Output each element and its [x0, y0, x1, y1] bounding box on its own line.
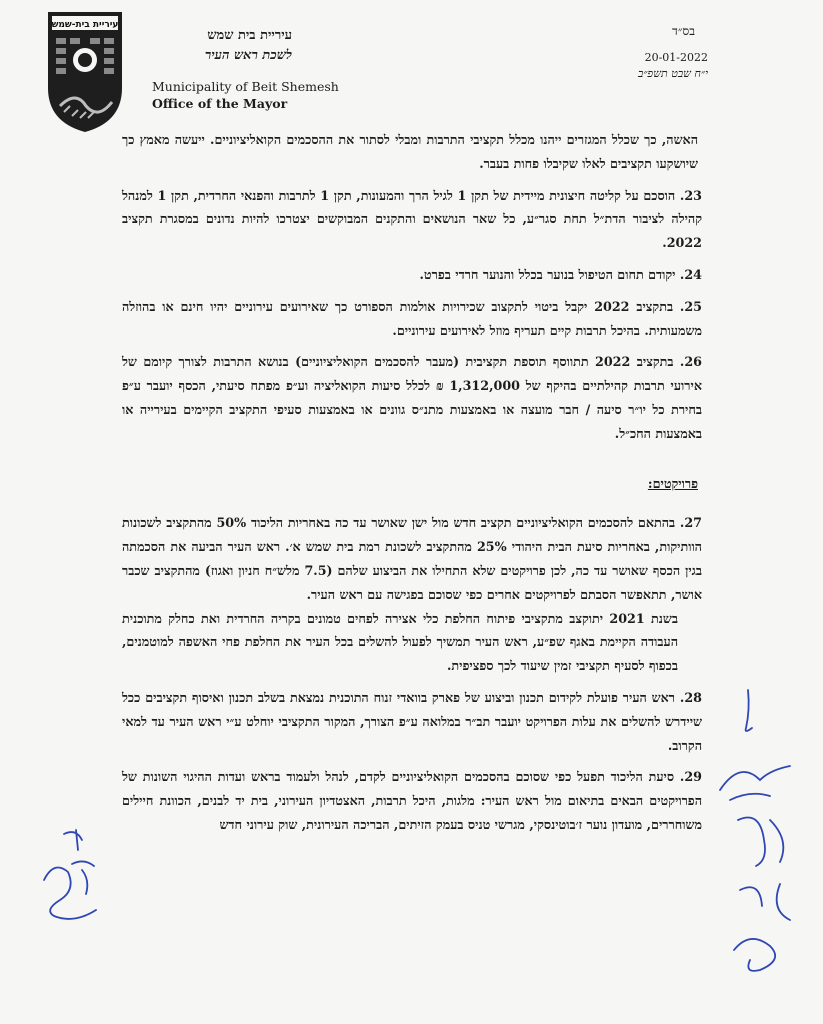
paragraph-23: 23. הוסכם על קליטה חיצונית מיידית של תקן 1 לגיל הרך והמעונות, תקן 1 לתרבות והפנאי החרדית, תקן 1 למנהל קהילה לציבור הדת״ל תחת סגר״ע, כל שאר הנושאים והתקנים המבוקשים יצטרכו להיות נדונים במסגרת תקציב 2022.: [122, 187, 702, 251]
handwritten-signatures-right: [700, 670, 810, 990]
handwritten-signature-left: [24, 820, 114, 930]
municipality-en: Municipality of Beit Shemesh: [152, 79, 339, 94]
paragraph-27: 27. בהתאם להסכמים הקואליציוניים תקציב חדש מול ישן שאושר עד כה באחריות הליכוד 50% מהתקציב לשכונות הוותיקות, באחריות סיעת הבית היהודי 25% מהתקציב לשכונת רמת בית שמש א׳. ראש העיר הביעה את הסכמתה בגין הכסף שאושר עד כה, לכן פרויקטים שלא התחילו את הביצוע שלהם (7.5 מלש״ח חניון ואגוז) מהתקציב שכבר אושר, תתאפשר הסבתם לפרויקטים אחרים כפי שסוכם בפגישה עם ראש העיר.: [122, 515, 702, 602]
municipality-heb: עיריית בית שמש: [207, 28, 292, 43]
paragraph-25: 25. בתקציב 2022 יקבל ביטוי לתקצוב שכירויות אולמות הספורט כך שאירועים עירוניים יהיו חינם או בהוזלה משמעותית. בהיכל תרבות קיים תעריף מוזל לאירועים עירוניים.: [122, 298, 702, 338]
paragraph-intro: האשה, כך שכלל המגזרים ייהנו מכלל תקציבי התרבות ומבלי לסתור את ההסכמים הקואליציוניים. ייעשה מאמץ כך שיושקעו תקציבים לאלו שקיבלו פחות בעבר.: [122, 132, 698, 171]
bsd-mark: בס״ד: [672, 24, 695, 38]
paragraph-28: 28. ראש העיר פועלת לקידום תכנון וביצוע של פארק בוואדי זנוח התוכנית נמצאת בשלב תכנון ואיסוף תקציבים ככל שיידרש להשלים את עלות הפרויקט יועבר תב״ר במלואה ע״פ הצורך, המקור התקציבי יוחלט ע״י ראש העיר עד למאי הקרוב.: [122, 689, 702, 753]
paragraph-27-continued: בשנת 2021 יתוקצב מתקציבי פיתוח החלפת כלי אצירה לפחים טמונים בקריה החרדית ואת כחלק מתוכנית העבודה הקיימת באגף שפ״ע, ראש העיר תמשיך לפעול להשלים בכל העיר את החלפת פחי האשפה למוטמנים, בכפוף לסעיף תקציבי זמין שיעוד לכך ספציפית.: [122, 610, 678, 674]
date-hebrew: י״ח שבט תשפ״ב: [637, 67, 708, 80]
paragraph-24: 24. יקודם תחום הטיפול בנוער בכלל והנוער חרדי בפרט.: [419, 266, 702, 282]
paragraph-29: 29. סיעת הליכוד תפעל כפי שסוכם בהסכמים הקואליציוניים לקדם, לנהל ולעמוד בראש ועדות ההיגוי השונות של הפרויקטים הבאים בתיאום מול ראש העיר: מלגות, היכל תרבות, האצטדיון העירוני, בית יד לבנים, הכוונת חיילים משוחררים, מועדון נוער ז׳בוטינסקי, מגרשי טניס בעמק הזיתים, הבריכה העירונית, שוק עירוני חדש: [122, 769, 702, 832]
paragraph-26: 26. בתקציב 2022 תתווסף תוספת תקציבית (מעבר להסכמים הקואליציוניים) בנושא התרבות לצורך קיומם של אירועי תרבות קהילתיים בהיקף של 1,312,000 ₪ לכלל סיעות הקואליציה וע״פ מפתח סיעתי, הכסף יועבר ע״פ בחירת כל יו״ר סיעה / חבר מועצה או באמצעות מתנ״ס גוונים או באמצעות סעיפי התקציב הקיימים בעירייה או באמצעות החכ״ל.: [122, 354, 702, 441]
office-en: Office of the Mayor: [152, 96, 288, 111]
municipality-crest-logo: [46, 10, 124, 134]
crest-label: עיריית בית-שמש: [51, 20, 119, 30]
document-body: [122, 128, 702, 837]
office-heb: לשכת ראש העיר: [204, 48, 292, 63]
municipality-english-name: [152, 78, 339, 112]
municipality-hebrew-name: [152, 26, 292, 66]
projects-heading: פרויקטים:: [647, 475, 698, 491]
date-gregorian: 20-01-2022: [644, 51, 708, 64]
date-block: [608, 50, 708, 82]
